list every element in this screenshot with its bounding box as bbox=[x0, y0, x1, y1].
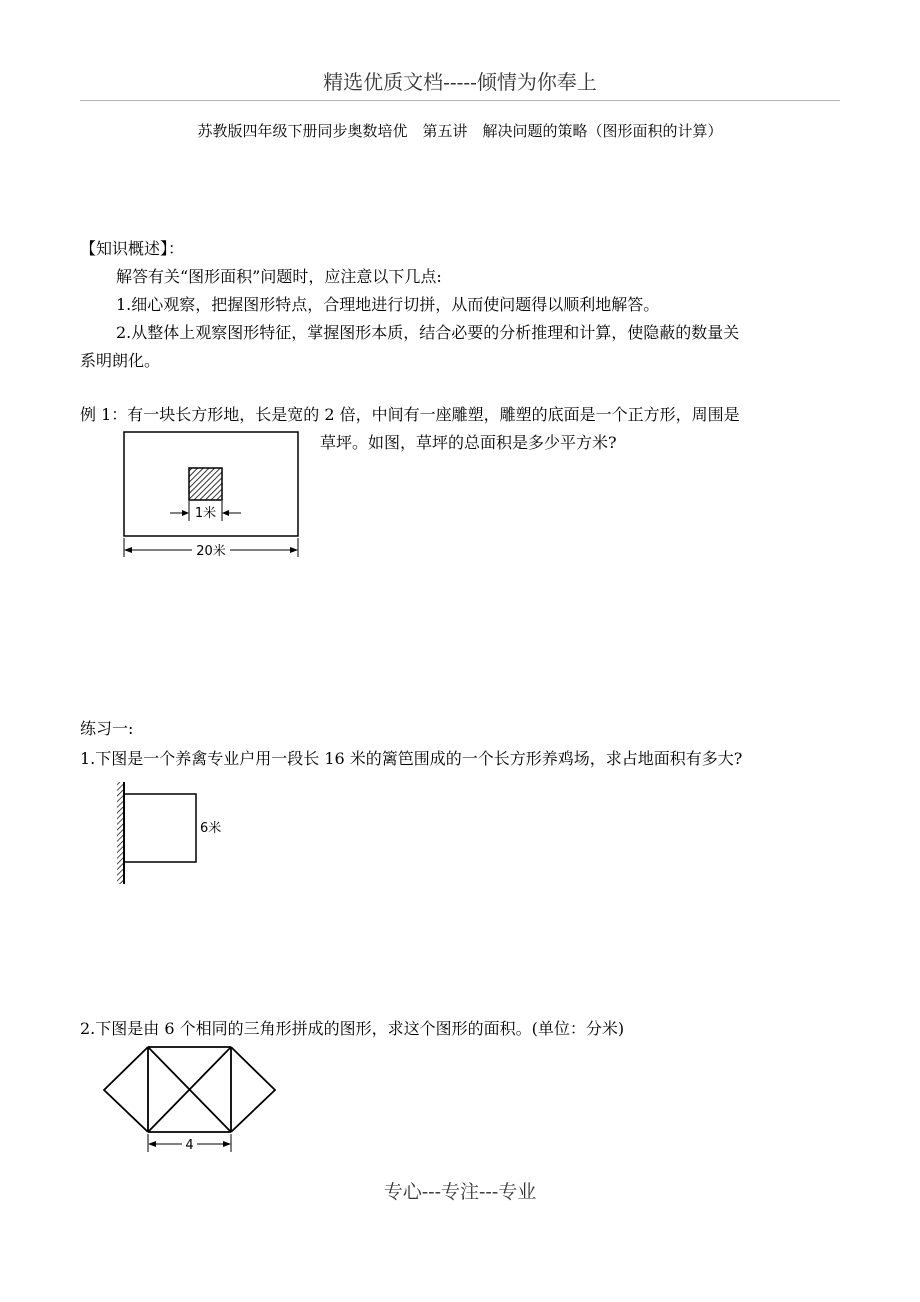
example-1-line-2: 草坪。如图，草坪的总面积是多少平方米? bbox=[320, 433, 617, 452]
wall bbox=[117, 782, 123, 884]
page-header-title: 精选优质文档-----倾情为你奉上 bbox=[323, 70, 597, 94]
knowledge-point-2-line-1: 2.从整体上观察图形特征，掌握图形本质，结合必要的分析推理和计算，使隐蔽的数量关 bbox=[116, 323, 740, 342]
lesson-subtitle: 苏教版四年级下册同步奥数培优 第五讲 解决问题的策略（图形面积的计算） bbox=[197, 122, 723, 140]
knowledge-heading: 【知识概述】： bbox=[80, 239, 185, 258]
example-1-figure bbox=[110, 425, 310, 565]
exercise-2-figure bbox=[100, 1040, 290, 1160]
example-1-line-1: 例 1：有一块长方形地，长是宽的 2 倍，中间有一座雕塑，雕塑的底面是一个正方形，周围是 bbox=[80, 405, 740, 424]
triangles-shape bbox=[104, 1047, 275, 1132]
header-divider bbox=[80, 100, 840, 101]
fence-rectangle bbox=[124, 794, 196, 862]
exercise-question-1: 1.下图是一个养禽专业户用一段长 16 米的篱笆围成的一个长方形养鸡场，求占地面积有多大? bbox=[80, 749, 743, 768]
exercise-heading: 练习一: bbox=[80, 719, 134, 738]
sculpture-square bbox=[189, 468, 222, 500]
page-footer: 专心---专注---专业 bbox=[383, 1181, 537, 1203]
knowledge-point-2-line-2: 系明朗化。 bbox=[80, 351, 161, 370]
knowledge-intro: 解答有关“图形面积”问题时，应注意以下几点: bbox=[116, 267, 442, 286]
inner-dimension-label: 1米 bbox=[194, 506, 217, 521]
side-length-label: 6米 bbox=[200, 821, 222, 836]
base-length-label: 4 bbox=[185, 1138, 194, 1153]
exercise-question-2: 2.下图是由 6 个相同的三角形拼成的图形，求这个图形的面积。(单位：分米) bbox=[80, 1019, 625, 1038]
bottom-dimension-label: 20米 bbox=[196, 544, 226, 559]
exercise-1-figure bbox=[110, 780, 240, 890]
knowledge-point-1: 1.细心观察，把握图形特点，合理地进行切拼，从而使问题得以顺利地解答。 bbox=[116, 295, 660, 314]
